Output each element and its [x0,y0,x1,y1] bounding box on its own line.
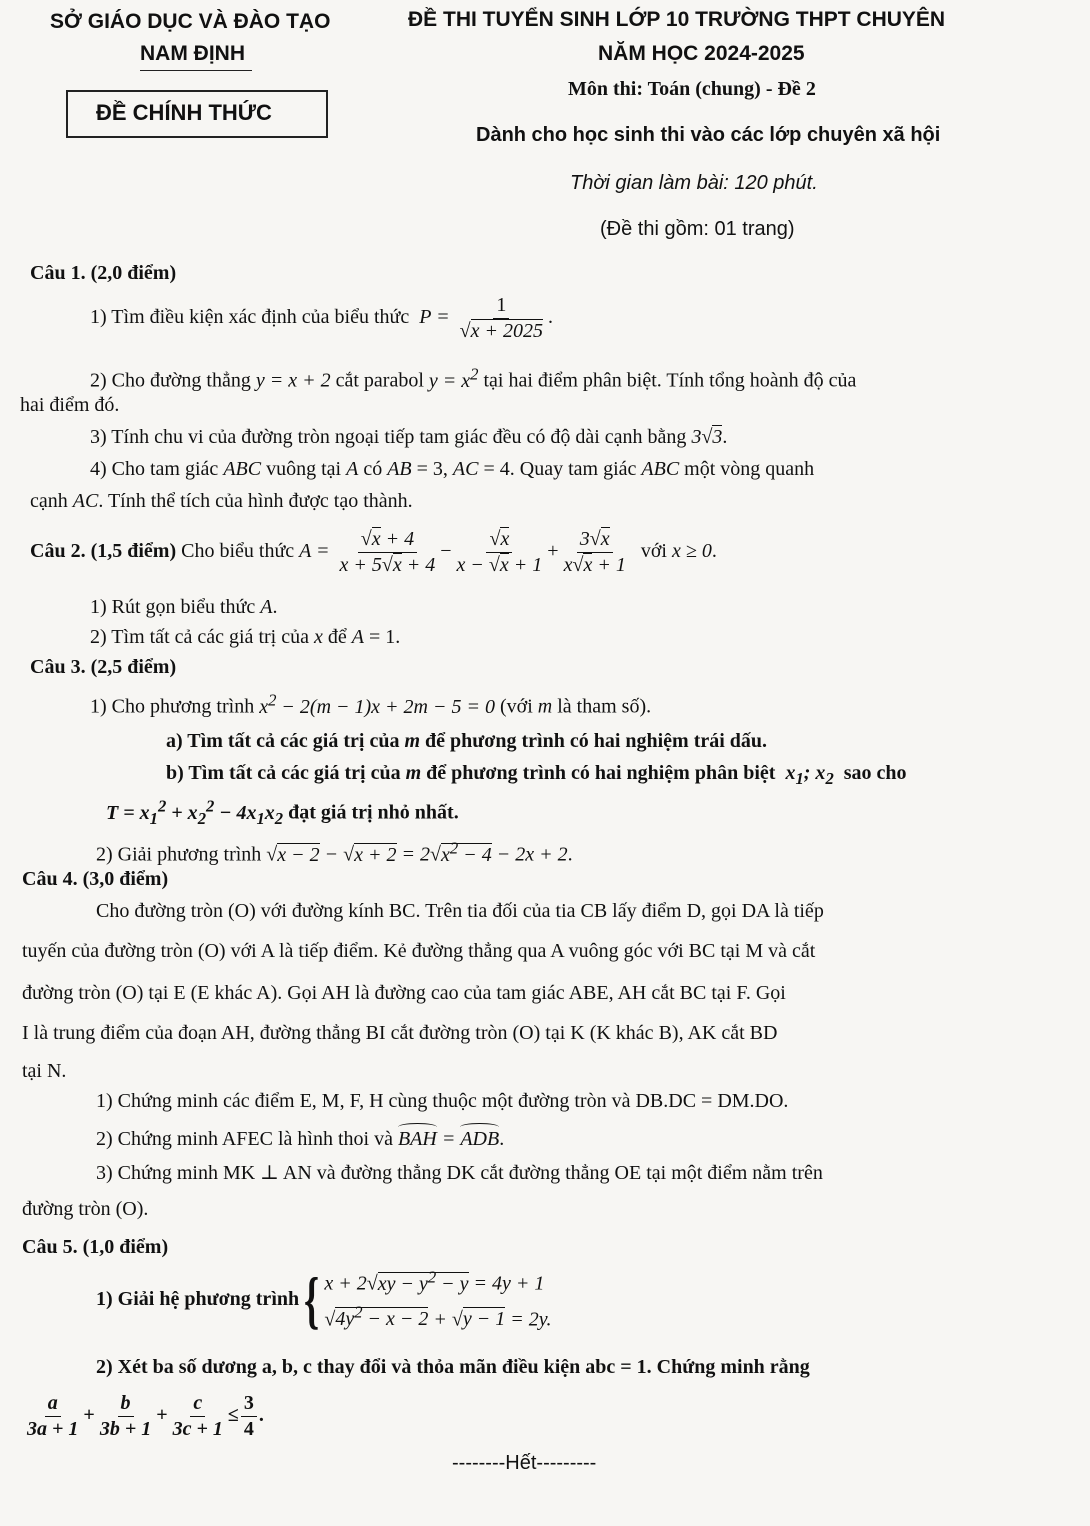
q3-part1: 1) Cho phương trình $x^2 - 2(m - 1)x + 2m - 5 = 0$ (với m là tham số). [90,690,652,718]
q4-sub2: 2) Chứng minh AFEC là hình thoi và BAH = ADB. [96,1128,505,1150]
q3-part-a: a) Tìm tất cả các giá trị của m để phương trình có hai nghiệm trái dấu. [166,730,768,752]
q4-line4: I là trung điểm của đoạn AH, đường thẳng BI cắt đường tròn (O) tại K (K khác B), AK cắt BD [22,1022,778,1044]
q1-part4: 4) Cho tam giác ABC vuông tại A có AB = 3, AC = 4. Quay tam giác ABC một vòng quanh [90,458,815,480]
q5-inequality: $\frac{a}{3a + 1}$ + $\frac{b}{3b + 1}$ + $\frac{c}{3c + 1}$ ≤ $\frac{3}{4}$ . [27,1392,264,1440]
q3-part-b: b) Tìm tất cả các giá trị của m để phương trình có hai nghiệm phân biệt $x_1$; $x_2$ sao cho [166,762,907,788]
q1-part2: 2) Cho đường thẳng y = x + 2 cắt parabol $y = x^2$ tại hai điểm phân biệt. Tính tổng hoành độ của [90,364,857,392]
q2-part2: 2) Tìm tất cả các giá trị của x để A = 1. [90,626,401,648]
q1-title: Câu 1. (2,0 điểm) [30,262,177,284]
q4-line5: tại N. [22,1060,67,1082]
system-brace: { [304,1263,320,1335]
pages-line: (Đề thi gồm: 01 trang) [600,218,795,240]
q5-part1: 1) Giải hệ phương trình { $x + 2√xy - y^2 - y = 4y + 1$ $√4y^2 - x - 2 + √y - 1 = 2y$. [96,1263,552,1335]
exam-title: ĐỀ THI TUYỂN SINH LỚP 10 TRƯỜNG THPT CHUYÊN [408,8,946,31]
q2-part1: 1) Rút gọn biểu thức A. [90,596,278,618]
q1-part2-cont: hai điểm đó. [20,394,120,416]
q1-part1: 1) Tìm điều kiện xác định của biểu thức P = $\frac{1}{√x + 2025}$ . [90,294,553,342]
q4-sub3-cont: đường tròn (O). [22,1198,149,1220]
q3-part-b-cont: $T = x_1^2 + x_2^2 - 4x_1x_2$ đạt giá trị nhỏ nhất. [106,796,459,828]
q5-part2: 2) Xét ba số dương a, b, c thay đổi và thỏa mãn điều kiện abc = 1. Chứng minh rằng [96,1356,810,1378]
school-year: NĂM HỌC 2024-2025 [598,42,805,65]
q4-sub3: 3) Chứng minh MK ⊥ AN và đường thẳng DK cắt đường thẳng OE tại một điểm nằm trên [96,1162,823,1184]
q4-sub1: 1) Chứng minh các điểm E, M, F, H cùng thuộc một đường tròn và DB.DC = DM.DO. [96,1090,789,1112]
q1-part3: 3) Tính chu vi của đường tròn ngoại tiếp tam giác đều có độ dài cạnh bằng 3√3. [90,426,728,448]
q3-part2: 2) Giải phương trình $√x - 2 - √x + 2 = 2√x^2 - 4 - 2x + 2$. [96,838,573,866]
department-name: SỞ GIÁO DỤC VÀ ĐÀO TẠO [50,10,331,33]
q5-title: Câu 5. (1,0 điểm) [22,1236,169,1258]
q1-part4-cont: cạnh AC. Tính thể tích của hình được tạo thành. [30,490,413,512]
q3-title: Câu 3. (2,5 điểm) [30,656,177,678]
q2-statement: Câu 2. (1,5 điểm) Cho biểu thức A = $\frac{√x + 4}{x + 5√x + 4}$ − $\frac{√x}{x - √x + 1}$ + $\frac{3√x}{x√x + 1}$ với x ≥ 0. [30,528,717,576]
end-marker: --------Hết--------- [452,1452,597,1474]
q4-line2: tuyến của đường tròn (O) với A là tiếp điểm. Kẻ đường thẳng qua A vuông góc với BC tại M và cắt [22,940,816,962]
q4-line3: đường tròn (O) tại E (E khác A). Gọi AH là đường cao của tam giác ABE, AH cắt BC tại F. Gọi [22,982,786,1004]
province-name: NAM ĐỊNH [140,42,245,65]
audience-line: Dành cho học sinh thi vào các lớp chuyên xã hội [476,124,941,146]
q4-title: Câu 4. (3,0 điểm) [22,868,169,890]
time-line: Thời gian làm bài: 120 phút. [570,172,818,194]
subject-line: Môn thi: Toán (chung) - Đề 2 [568,78,816,100]
province-underline [140,70,252,71]
q4-line1: Cho đường tròn (O) với đường kính BC. Trên tia đối của tia CB lấy điểm D, gọi DA là tiếp [96,900,824,922]
official-label: ĐỀ CHÍNH THỨC [96,100,272,125]
